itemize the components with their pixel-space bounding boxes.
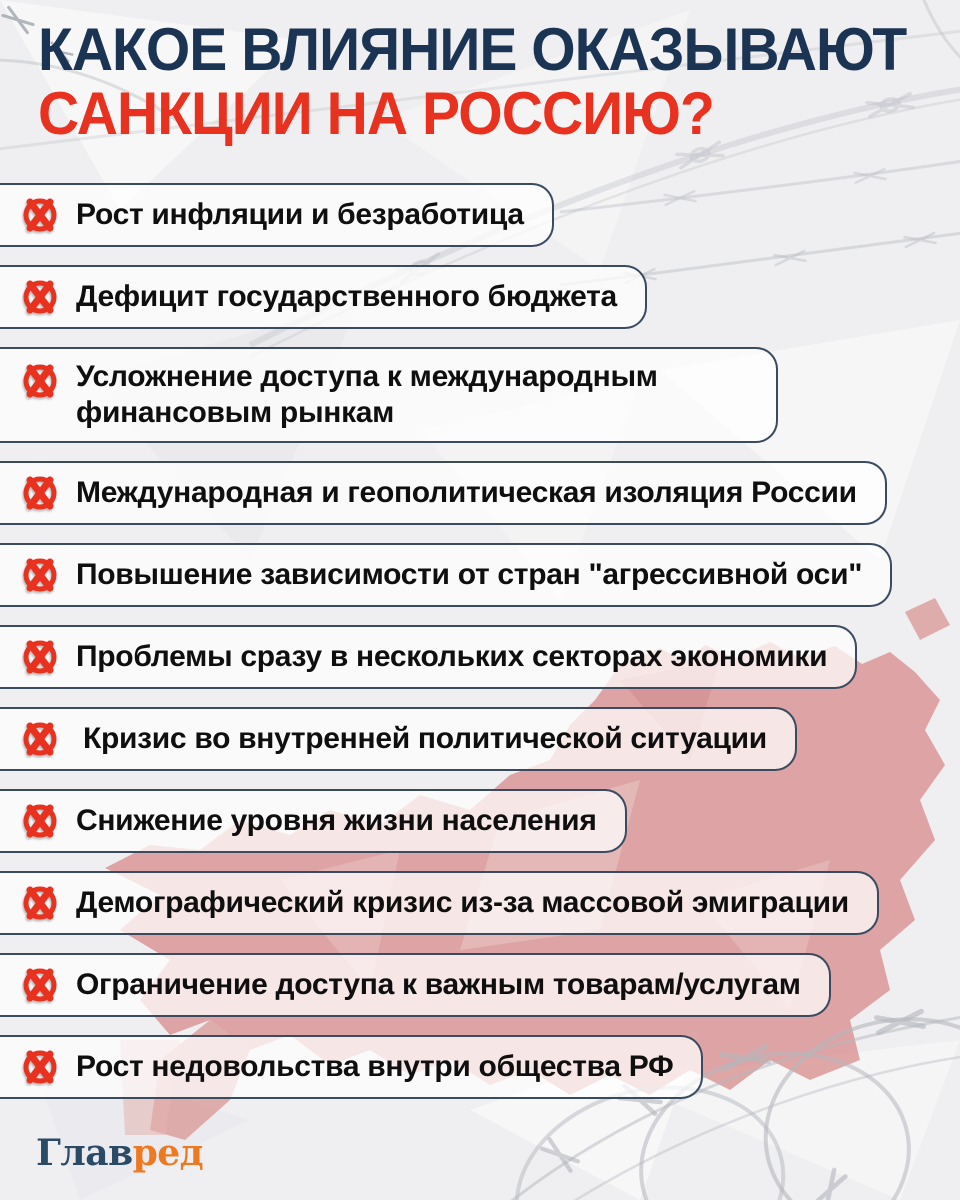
crossed-circle-icon: [20, 361, 60, 401]
crossed-circle-icon: [20, 637, 60, 677]
page-title: [38, 18, 958, 146]
list-item-label: Кризис во внутренней политической ситуации: [83, 722, 767, 755]
list-item: [0, 183, 554, 247]
list-item: [0, 707, 797, 771]
crossed-circle-icon: [20, 473, 60, 513]
crossed-circle-icon: [20, 801, 60, 841]
list-item: [0, 543, 892, 607]
list-item-label: Рост недовольства внутри общества РФ: [76, 1050, 674, 1083]
list-item: [0, 953, 831, 1017]
list-item-label: Рост инфляции и безработица: [76, 198, 524, 231]
list-item-label: Повышение зависимости от стран "агрессивной оси": [76, 558, 863, 591]
list-item: [0, 1035, 703, 1099]
crossed-circle-icon: [20, 719, 60, 759]
logo-part-navy: Глав: [36, 1132, 133, 1174]
list-item-label: Усложнение доступа к международным финансовым рынкам: [76, 360, 658, 429]
list-item-label: Ограничение доступа к важным товарам/услугам: [76, 968, 801, 1001]
list-item-label: Международная и геополитическая изоляция России: [76, 476, 857, 509]
list-item-label: Проблемы сразу в нескольких секторах экономики: [76, 640, 828, 673]
list-item: [0, 871, 879, 935]
glavred-logo: [36, 1132, 203, 1174]
crossed-circle-icon: [20, 1047, 60, 1087]
list-item-label: Снижение уровня жизни населения: [76, 804, 597, 837]
logo-part-orange: ред: [132, 1132, 204, 1174]
list-item: [0, 625, 857, 689]
crossed-circle-icon: [20, 555, 60, 595]
title-line-2: САНКЦИИ НА РОССИЮ?: [38, 80, 714, 147]
list-item: [0, 461, 887, 525]
crossed-circle-icon: [20, 277, 60, 317]
list-item: [0, 789, 627, 853]
sanctions-effects-list: [0, 183, 960, 1117]
list-item: [0, 265, 647, 329]
list-item-label: Дефицит государственного бюджета: [76, 280, 617, 313]
crossed-circle-icon: [20, 195, 60, 235]
crossed-circle-icon: [20, 965, 60, 1005]
title-line-1: КАКОЕ ВЛИЯНИЕ ОКАЗЫВАЮТ: [38, 16, 907, 83]
crossed-circle-icon: [20, 883, 60, 923]
list-item-label: Демографический кризис из-за массовой эмиграции: [76, 886, 849, 919]
list-item: [0, 347, 778, 443]
